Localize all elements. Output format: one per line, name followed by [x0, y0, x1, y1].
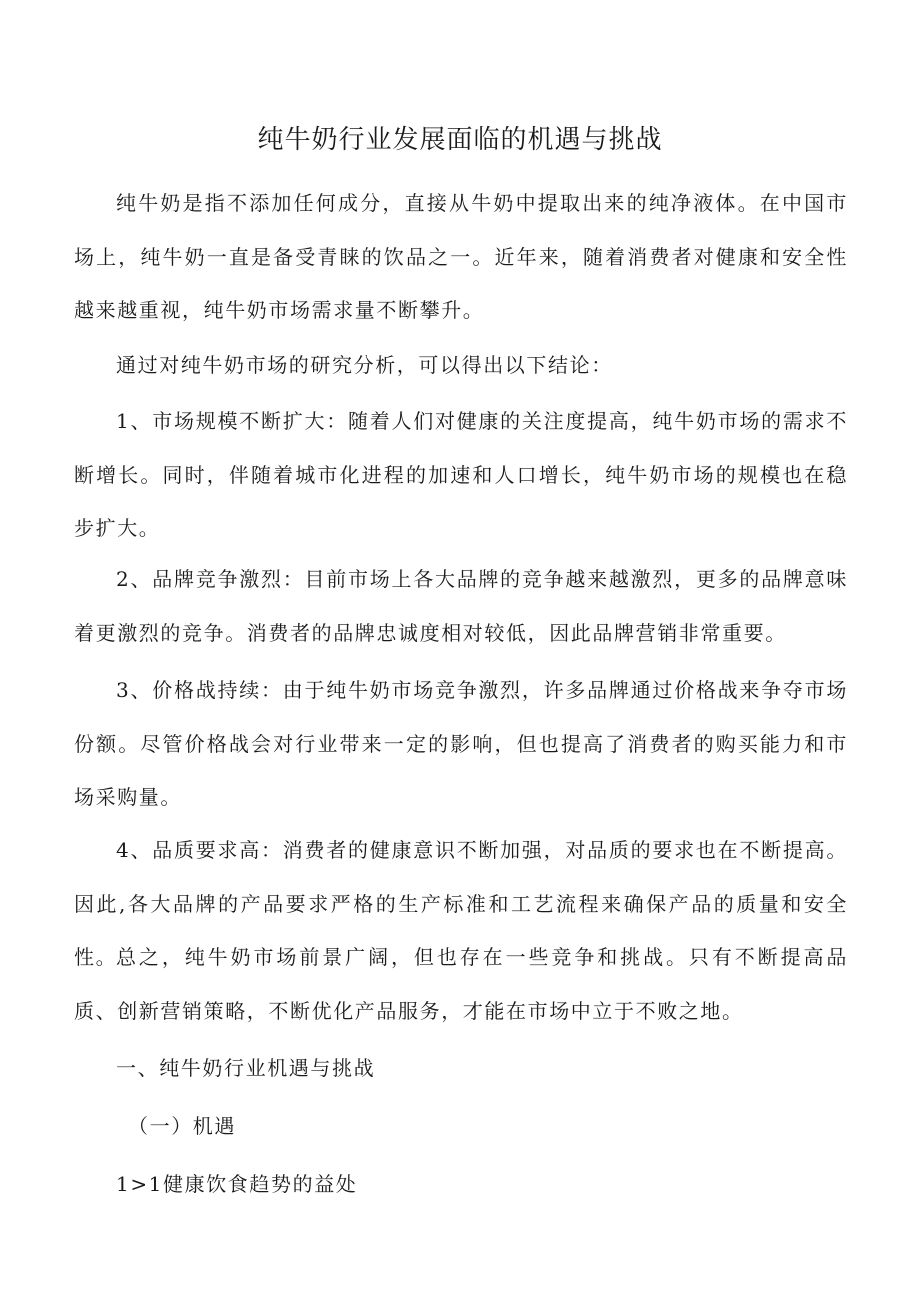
- paragraph-intro: 纯牛奶是指不添加任何成分，直接从牛奶中提取出来的纯净液体。在中国市场上，纯牛奶一直是备受青睐的饮品之一。近年来，随着消费者对健康和安全性越来越重视，纯牛奶市场需求量不断攀升。: [74, 191, 848, 322]
- item-heading: 1>1健康饮食趋势的益处: [116, 1172, 358, 1196]
- paragraph-summary: 总之，纯牛奶市场前景广阔，但也存在一些竞争和挑战。只有不断提高品质、创新营销策略，不断优化产品服务，才能在市场中立于不败之地。: [74, 945, 848, 1023]
- paragraph-point-1: 1、市场规模不断扩大：随着人们对健康的关注度提高，纯牛奶市场的需求不断增长。同时，伴随着城市化进程的加速和人口增长，纯牛奶市场的规模也在稳步扩大。: [74, 409, 848, 540]
- paragraph-point-3: 3、价格战持续：由于纯牛奶市场竞争激烈，许多品牌通过价格战来争夺市场份额。尽管价格战会对行业带来一定的影响，但也提高了消费者的购买能力和市场采购量。: [74, 678, 848, 809]
- paragraph-point-2: 2、品牌竞争激烈：目前市场上各大品牌的竞争越来越激烈，更多的品牌意味着更激烈的竞争。消费者的品牌忠诚度相对较低，因此品牌营销非常重要。: [74, 567, 848, 645]
- paragraph-point-4: 4、品质要求高：消费者的健康意识不断加强，对品质的要求也在不断提高。因此,各大品牌的产品要求严格的生产标准和工艺流程来确保产品的质量和安全性。: [74, 838, 848, 969]
- section-heading: 一、纯牛奶行业机遇与挑战: [116, 1056, 376, 1080]
- paragraph-conclusion-lead: 通过对纯牛奶市场的研究分析，可以得出以下结论：: [116, 353, 613, 377]
- document-title: 纯牛奶行业发展面临的机遇与挑战: [257, 125, 663, 155]
- subsection-heading: （一）机遇: [128, 1114, 236, 1138]
